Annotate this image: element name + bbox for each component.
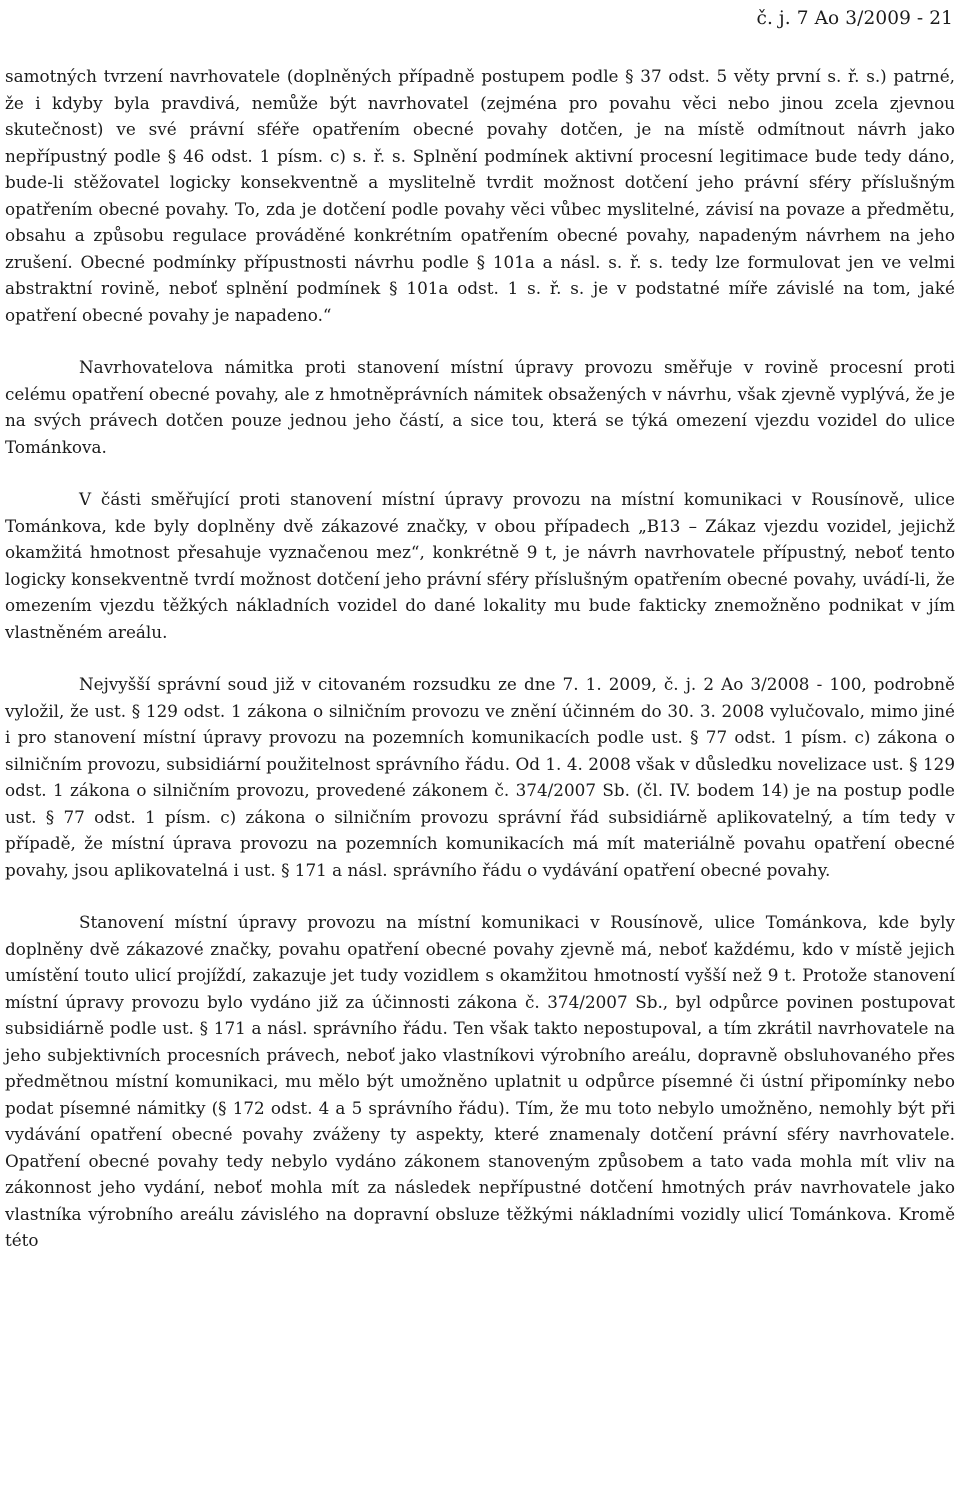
paragraph-2: Navrhovatelova námitka proti stanovení místní úpravy provozu směřuje v rovině procesní proti celému opatření obecné povahy, ale z hmotněprávních námitek obsažených v návrhu, však zjevně vyplývá, že je na svých právech dotčen pouze jednou jeho částí, a sice tou, která se týká omezení vjezdu vozidel do ulice Tománkova. — [5, 357, 955, 457]
paragraph-4: Nejvyšší správní soud již v citovaném rozsudku ze dne 7. 1. 2009, č. j. 2 Ao 3/2008 - 100, podrobně vyložil, že ust. § 129 odst. 1 zákona o silničním provozu ve znění účinném do 30. 3. 2008 vylučovalo, mimo jiné i pro stanovení místní úpravy provozu na pozemních komunikacích podle ust. § 77 odst. 1 písm. c) zákona o silničním provozu, subsidiární použitelnost správního řádu. Od 1. 4. 2008 však v důsledku novelizace ust. § 129 odst. 1 zákona o silničním provozu, provedené zákonem č. 374/2007 Sb. (čl. IV. bodem 14) je na postup podle ust. § 77 odst. 1 písm. c) zákona o silničním provozu správní řád subsidiárně aplikovatelný, a tím tedy v případě, že místní úprava provozu na pozemních komunikacích má mít materiálně povahu opatření obecné povahy, jsou aplikovatelná i ust. § 171 a násl. správního řádu o vydávání opatření obecné povahy. — [5, 674, 955, 880]
paragraph-5: Stanovení místní úpravy provozu na místní komunikaci v Rousínově, ulice Tománkova, kde byly doplněny dvě zákazové značky, povahu opatření obecné povahy zjevně má, neboť každému, kdo v místě jejich umístění touto ulicí projíždí, zakazuje jet tudy vozidlem s okamžitou hmotností vyšší než 9 t. Protože stanovení místní úpravy provozu bylo vydáno již za účinnosti zákona č. 374/2007 Sb., byl odpůrce povinen postupovat subsidiárně podle ust. § 171 a násl. správního řádu. Ten však takto nepostupoval, a tím zkrátil navrhovatele na jeho subjektivních procesních právech, neboť jako vlastníkovi výrobního areálu, dopravně obsluhovaného přes předmětnou místní komunikaci, mu mělo být umožněno uplatnit u odpůrce písemné či ústní připomínky nebo podat písemné námitky (§ 172 odst. 4 a 5 správního řádu). Tím, že mu toto nebylo umožněno, nemohly být při vydávání opatření obecné povahy zváženy ty aspekty, které znamenaly dotčení právní sféry navrhovatele. Opatření obecné povahy tedy nebylo vydáno zákonem stanoveným způsobem a tato vada mohla mít vliv na zákonnost jeho vydání, neboť mohla mít za následek nepřípustné dotčení hmotných práv navrhovatele jako vlastníka výrobního areálu závislého na dopravní obsluze těžkými nákladními vozidly ulicí Tománkova. Kromě této — [5, 912, 955, 1250]
document-body — [5, 63, 955, 1254]
paragraph-1: samotných tvrzení navrhovatele (doplněných případně postupem podle § 37 odst. 5 věty první s. ř. s.) patrné, že i kdyby byla pravdivá, nemůže být navrhovatel (zejména pro povahu věci nebo jinou zcela zjevnou skutečnost) ve své právní sféře opatřením obecné povahy dotčen, je na místě odmítnout návrh jako nepřípustný podle § 46 odst. 1 písm. c) s. ř. s. Splnění podmínek aktivní procesní legitimace bude tedy dáno, bude-li stěžovatel logicky konsekventně a myslitelně tvrdit možnost dotčení jeho právní sféry příslušným opatřením obecné povahy. To, zda je dotčení podle povahy věci vůbec myslitelné, závisí na povaze a předmětu, obsahu a způsobu regulace prováděné konkrétním opatřením obecné povahy, napadeným návrhem na jeho zrušení. Obecné podmínky přípustnosti návrhu podle § 101a a násl. s. ř. s. tedy lze formulovat jen ve velmi abstraktní rovině, neboť splnění podmínek § 101a odst. 1 s. ř. s. je v podstatné míře závislé na tom, jaké opatření obecné povahy je napadeno.“ — [5, 66, 955, 325]
paragraph-3: V části směřující proti stanovení místní úpravy provozu na místní komunikaci v Rousínově, ulice Tománkova, kde byly doplněny dvě zákazové značky, v obou případech „B13 – Zákaz vjezdu vozidel, jejichž okamžitá hmotnost přesahuje vyznačenou mez“, konkrétně 9 t, je návrh navrhovatele přípustný, neboť tento logicky konsekventně tvrdí možnost dotčení jeho právní sféry příslušným opatřením obecné povahy, uvádí-li, že omezením vjezdu těžkých nákladních vozidel do dané lokality mu bude fakticky znemožněno podnikat v jím vlastněném areálu. — [5, 489, 955, 642]
case-number-header: č. j. 7 Ao 3/2009 - 21 — [756, 8, 953, 29]
